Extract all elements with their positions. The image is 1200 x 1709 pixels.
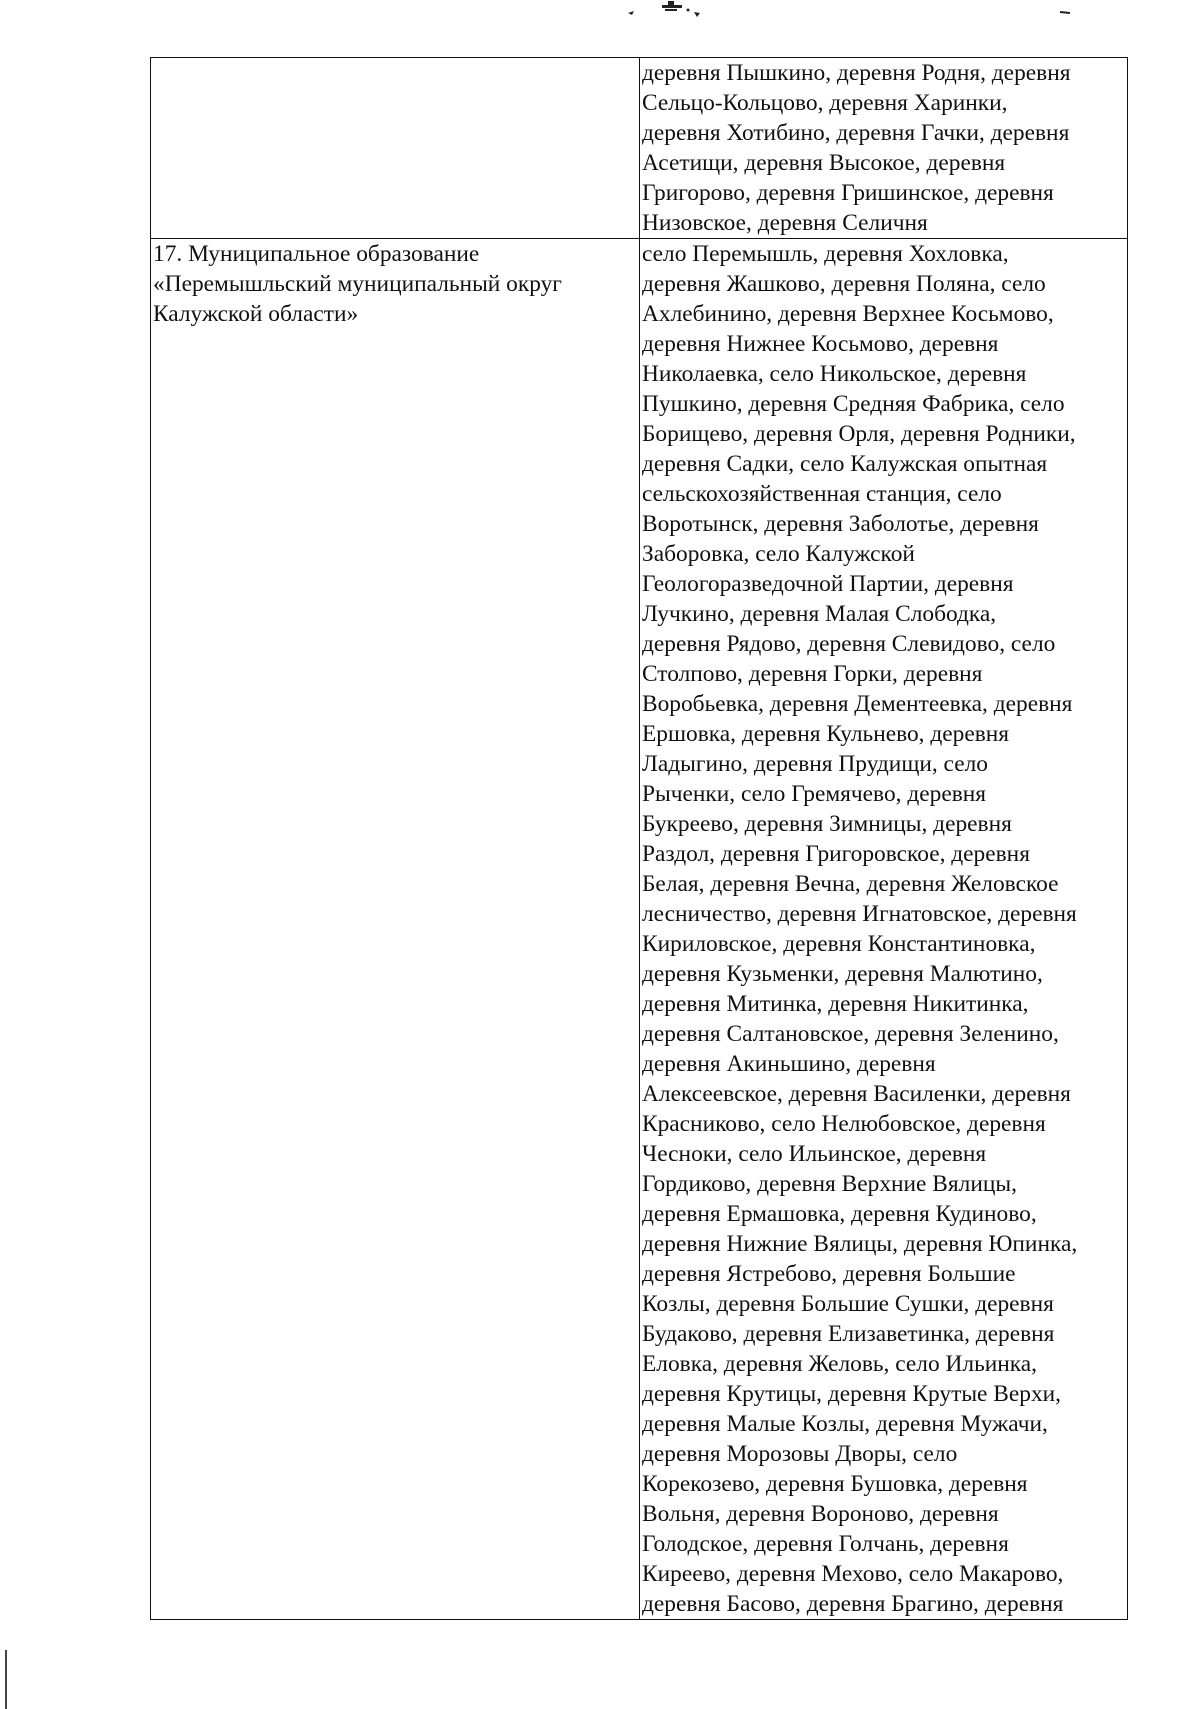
table-row: [151, 239, 1128, 1620]
municipality-name: 17. Муниципальное образование «Перемышльский муниципальный округ Калужской области»: [153, 241, 562, 327]
settlements-list: деревня Пышкино, деревня Родня, деревня Сельцо-Кольцово, деревня Харинки, деревня Хотибино, деревня Гачки, деревня Асетищи, деревня Высокое, деревня Григорово, деревня Гришинское, деревня Низовское, деревня Селичня: [642, 60, 1071, 236]
municipality-cell: [151, 239, 640, 1620]
settlements-cell: [640, 58, 1128, 239]
settlements-table: [150, 57, 1128, 1620]
municipality-cell: [151, 58, 640, 239]
scan-artifact-marks: [0, 0, 1200, 40]
settlements-list: село Перемышль, деревня Хохловка, деревня Жашково, деревня Поляна, село Ахлебинино, деревня Верхнее Косьмово, деревня Нижнее Косьмово, деревня Николаевка, село Никольское, деревня Пушкино, деревня Средняя Фабрика, село Борищево, деревня Орля, деревня Родники, деревня Садки, село Калужская опытная сельскохозяйственная станция, село Воротынск, деревня Заболотье, деревня Заборовка, село Калужской Геологоразведочной Партии, деревня Лучкино, деревня Малая Слободка, деревня Рядово, деревня Слевидово, село Столпово, деревня Горки, деревня Воробьевка, деревня Дементеевка, деревня Ершовка, деревня Кульнево, деревня Ладыгино, деревня Прудищи, село Рыченки, село Гремячево, деревня Букреево, деревня Зимницы, деревня Раздол, деревня Григоровское, деревня Белая, деревня Вечна, деревня Желовское лесничество, деревня Игнатовское, деревня Кириловское, деревня Константиновка, деревня Кузьменки, деревня Малютино, деревня Митинка, деревня Никитинка, деревня Салтановское, деревня Зеленино, деревня Акиньшино, деревня Алексеевское, деревня Василенки, деревня Красниково, село Нелюбовское, деревня Чесноки, село Ильинское, деревня Гордиково, деревня Верхние Вялицы, деревня Ермашовка, деревня Кудиново, деревня Нижние Вялицы, деревня Юпинка, деревня Ястребово, деревня Большие Козлы, деревня Большие Сушки, деревня Будаково, деревня Елизаветинка, деревня Еловка, деревня Желовь, село Ильинка, деревня Крутицы, деревня Крутые Верхи, деревня Малые Козлы, деревня Мужачи, деревня Морозовы Дворы, село Корекозево, деревня Бушовка, деревня Вольня, деревня Вороново, деревня Голодское, деревня Голчань, деревня Киреево, деревня Мехово, село Макарово, деревня Басово, деревня Брагино, деревня: [642, 241, 1078, 1617]
binding-margin-line: [5, 1650, 7, 1709]
table-row: [151, 58, 1128, 239]
settlements-cell: [640, 239, 1128, 1620]
